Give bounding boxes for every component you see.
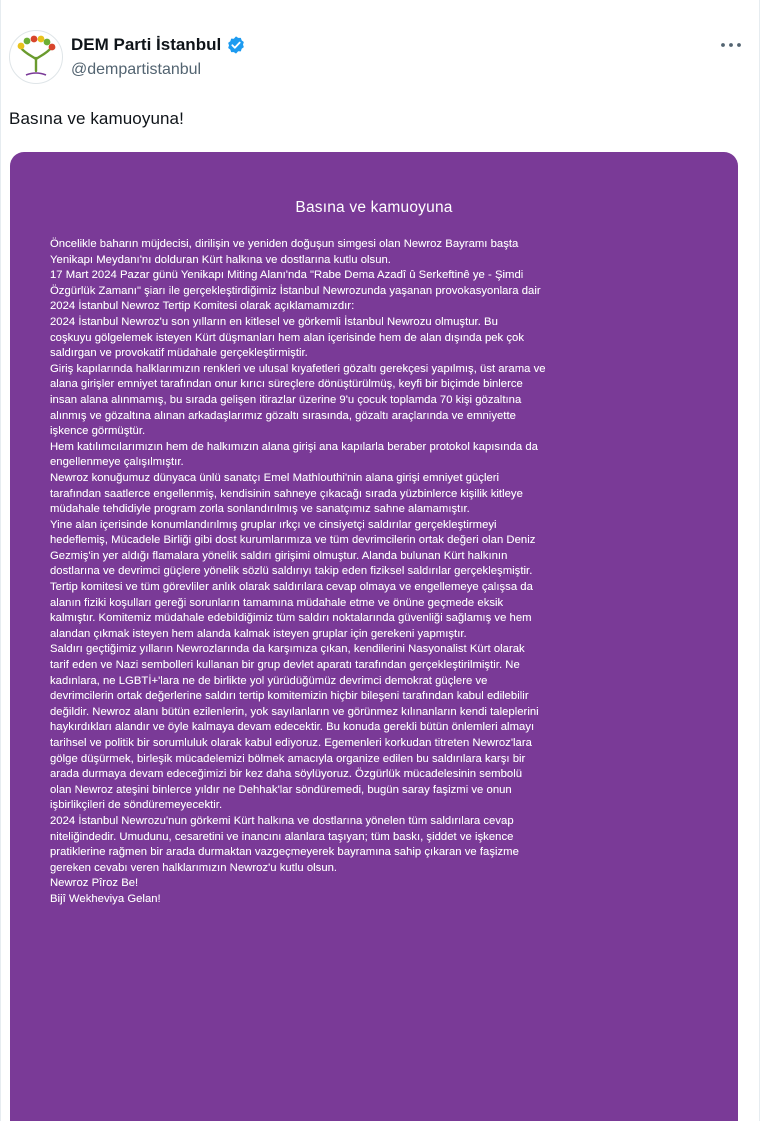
statement-line: kadınlara, ne LGBTİ+'lara ne de birlikte yol yürüdüğümüz devrimci demokrat güçlere ve [50, 674, 488, 687]
statement-line: işkence görmüştür. [50, 425, 146, 438]
statement-line: müdahale tehdidiyle program zorla sonlandırılmış ve sanatçımız sahne alamamıştır. [50, 503, 470, 516]
statement-line: olan Newroz ateşini binlerce yıldır ne Dehhak'lar söndüremedi, bugün saray faşizmi ve onun [50, 783, 512, 796]
statement-line: tarafından saatlerce engellenmiş, kendisinin sahneye çıkacağı sırada yüzbinlerce kişilik kitleye [50, 487, 523, 500]
statement-line: coşkuyu gölgelemek isteyen Kürt düşmanları hem alan içerisinde hem de alan dışında pek çok [50, 331, 525, 344]
post-text: Basına ve kamuoyuna! [9, 109, 184, 128]
statement-line: 2024 İstanbul Newroz'u son yılların en kitlesel ve görkemli İstanbul Newrozu olmuştur. Bu [50, 315, 498, 328]
statement-line: tarif eden ve Nazi sembolleri kullanan bir grup devlet aparatı tarafından gerçekleştirilmiştir. Ne [50, 659, 520, 672]
statement-line: gereken cevabı veren halklarımızın Newroz'u kutlu olsun. [50, 861, 338, 874]
author-handle[interactable]: @dempartistanbul [71, 61, 202, 78]
dem-parti-logo-icon [10, 31, 62, 83]
post-header [9, 30, 747, 90]
statement-line: Özgürlük Zamanı" şiarı ile gerçekleştirdiğimiz İstanbul Newrozunda yaşanan provokasyonlara dair [50, 284, 541, 297]
statement-line: Saldırı geçtiğimiz yılların Newrozlarında da karşımıza çıkan, kendilerini Nasyonalist Kürt olarak [50, 643, 525, 656]
statement-line: 17 Mart 2024 Pazar günü Yenikapı Miting Alanı'nda "Rabe Dema Azadî û Serkeftinê ye - Şimdi [50, 269, 524, 282]
statement-line: alana girişler emniyet tarafından onur kırıcı süreçlere dönüştürülmüş, keyfi bir biçimde binlerce [50, 378, 523, 391]
statement-line: dostlarına ve devrimci güçlere yönelik sözlü saldırıyı takip eden fiziksel saldırılar gerçekleşmiştir. [50, 565, 533, 578]
more-options-button[interactable] [715, 32, 747, 58]
avatar[interactable] [9, 30, 63, 84]
statement-line: gölge düşürmek, birleşik mücadelemizi bölmek amacıyla organize edilen bu saldırılara karşı bir [50, 752, 526, 765]
statement-line: 2024 İstanbul Newrozu'nun görkemi Kürt halkına ve dostlarına yönelen tüm saldırılara cevap [50, 814, 514, 827]
statement-line: değildir. Newroz alanı bütün ezilenlerin, yok sayılanların ve görünmez kılınanların kendi taleplerini [50, 705, 539, 718]
statement-line: kalmıştır. Komitemiz müdahale edebildiğimiz tüm saldırı noktalarında güvenliği sağlamış ve hem [50, 612, 532, 625]
statement-line: alanın fiziki koşulları gereği sorunların tamamına müdahale etme ve önüne geçmede eksik [50, 596, 504, 609]
author-name[interactable]: DEM Parti İstanbul [71, 35, 222, 54]
statement-line: Hem katılımcılarımızın hem de halkımızın alana girişi ana kapılarla beraber protokol kapısında da [50, 440, 538, 453]
verified-badge-icon [226, 35, 246, 55]
statement-line: niteliğindedir. Umudunu, cesaretini ve inancını alanlara taşıyan; tüm baskı, şiddet ve işkence [50, 830, 514, 843]
statement-line: alandan çıkmak isteyen hem alanda kalmak isteyen gruplar için gerekeni yapmıştır. [50, 627, 467, 640]
author-block [71, 34, 246, 79]
statement-line: arada durmaya devam edeceğimizi bir kez daha söylüyoruz. Özgürlük mücadelesinin sembolü [50, 768, 523, 781]
statement-line: alınmış ve gözaltına alınan arkadaşlarımız gözaltı sırasında, gözaltı araçlarında ve emniyette [50, 409, 516, 422]
statement-line: saldırgan ve provokatif müdahale gerçekleştirmiştir. [50, 347, 308, 360]
statement-title: Basına ve kamuoyuna [295, 199, 453, 216]
statement-line: haykırdıkları alandır ve öyle kalmaya devam edecektir. Bu konuda gerekli bütün önlemleri almayı [50, 721, 535, 734]
statement-line: devrimcilerin ortak değerlerine saldırı tertip komitemizin hiçbir bileşeni tarafından kabul edilebilir [50, 690, 529, 703]
author-name-row [71, 34, 246, 56]
statement-image[interactable] [10, 152, 738, 1121]
statement-line: Öncelikle baharın müjdecisi, dirilişin ve yeniden doğuşun simgesi olan Newroz Bayramı başta [50, 238, 519, 250]
statement-line: pratiklerine rağmen bir arada durmaktan vazgeçmeyerek bayramına sahip çıkaran ve faşizme [50, 846, 519, 859]
statement-line: Yine alan içerisinde konumlandırılmış gruplar ırkçı ve cinsiyetçi saldırılar gerçekleştirmeyi [50, 518, 497, 531]
statement-line: Yenikapı Meydanı'nı dolduran Kürt halkına ve dostlarına kutlu olsun. [50, 253, 391, 266]
statement-line: insan alana alınmamış, bu sırada gelişen itirazlar üzerine 9'u çocuk toplamda 70 kişi gözaltına [50, 393, 522, 406]
statement-line: Newroz konuğumuz dünyaca ünlü sanatçı Emel Mathlouthi'nin alana girişi emniyet güçleri [50, 471, 500, 484]
statement-line: Bijî Wekheviya Gelan! [50, 892, 161, 905]
statement-line: tarihsel ve politik bir sorumluluk olarak kabul ediyoruz. Egemenleri korkudan titreten Newroz'lara [50, 737, 532, 749]
statement-line: 2024 İstanbul Newroz Tertip Komitesi olarak açıklamamızdır: [50, 300, 355, 313]
statement-line: işbirlikçileri de söndüremeyecektir. [50, 799, 223, 812]
statement-line: Tertip komitesi ve tüm görevliler anlık olarak saldırılara cevap olmaya ve engellemeye çalışsa da [50, 581, 533, 594]
statement-line: hedeflemiş, Mücadele Birliği gibi dost kurumlarımıza ve tüm devrimcilerin ortak değeri olan Deniz [50, 534, 536, 547]
more-options-icon [720, 41, 742, 49]
statement-line: Gezmiş'in yer aldığı flamalara yönelik saldırı girişimi olmuştur. Alanda bulunan Kürt halkının [50, 549, 508, 562]
statement-line: Giriş kapılarında halklarımızın renkleri ve ulusal kıyafetleri gözaltı gerekçesi yapılmış, üst arama ve [50, 362, 546, 375]
statement-line: Newroz Pîroz Be! [50, 877, 139, 890]
statement-line: engellenmeye çalışılmıştır. [50, 456, 184, 469]
statement-body [50, 237, 705, 908]
